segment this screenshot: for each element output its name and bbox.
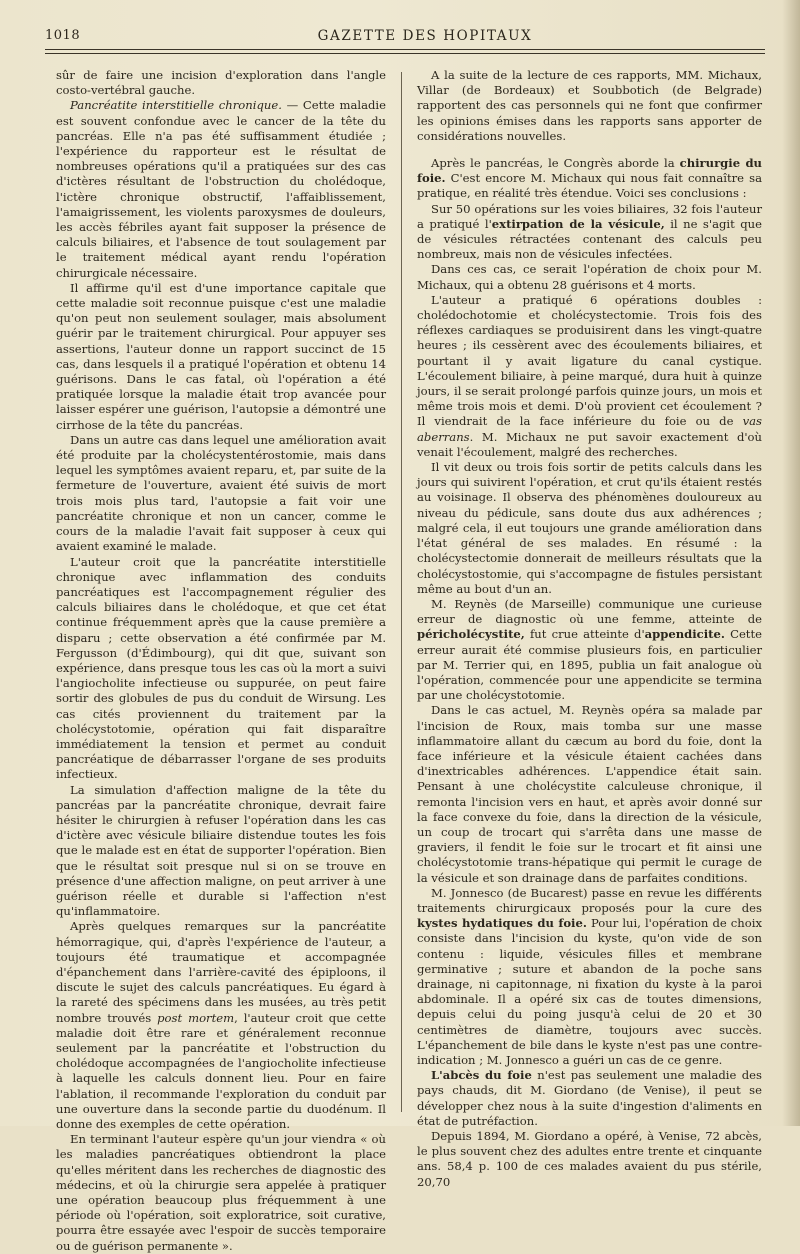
paragraph: Après quelques remarques sur la pancréatite hémorragique, qui, d'après l'expérience de l'auteur, a toujours été traumatique et accompagnée d'épanchement dans l'arrière-cavité des épiploons, il discute le sujet des calculs pancréatiques. Eu égard à la rareté des spécimens dans les musées, au très petit nombre trouvés post mortem, l'auteur croit que cette maladie doit être rare et généralement reconnue seulement par la pancréatite et l'obstruction du cholédoque accompagnées de l'angiocholite infectieuse à laquelle les calculs donnent lieu. Pour en faire l'ablation, il recommande l'exploration du conduit par une ouverture dans la seconde partie du duodénum. Il donne des exemples de cette opération.: [56, 919, 386, 1132]
paragraph: L'auteur a pratiqué 6 opérations doubles : cholédochotomie et cholécystectomie. Trois fois des réflexes cardiaques se produisirent dans les vingt-quatre heures ; ils cessèrent avec des écoulements biliaires, et pourtant il y avait ligature du canal cystique. L'écoulement biliaire, à peine marqué, dura huit à quinze jours, il se serait prolongé parfois quinze jours, un mois et même trois mois et demi. D'où provient cet écoulement ? Il viendrait de la face inférieure du foie ou de vas aberrans. M. Michaux ne put savoir exactement d'où venait l'écoulement, malgré des recherches.: [417, 292, 762, 459]
paragraph: A la suite de la lecture de ces rapports, MM. Michaux, Villar (de Bordeaux) et Soubbotich (de Belgrade) rapportent des cas personnels qui ne font que confirmer les opinions émises dans les rapports sans apporter de considérations nouvelles.: [417, 68, 762, 143]
bold-term: extirpation de la vésicule,: [491, 216, 665, 231]
paragraph: L'auteur croit que la pancréatite interstitielle chronique avec inflammation des conduits pancréatiques est l'accompagnement régulier des calculs biliaires dans le cholédoque, et que cet état continue fréquemment après que la cause première a disparu ; cette observation a été confirmée par M. Fergusson (d'Édimbourg), qui dit que, suivant son expérience, dans presque tous les cas où la mort a suivi l'angiocholite infectieuse ou suppurée, on peut faire sortir des globules de pus du conduit de Wirsung. Les cas cités proviennent du traitement par la cholécystotomie, opération qui fait disparaître immédiatement la tension et permet au conduit pancréatique de débarrasser l'organe de ses produits infectieux.: [56, 554, 386, 782]
paragraph: M. Jonnesco (de Bucarest) passe en revue les différents traitements chirurgicaux proposés pour la cure des kystes hydatiques du foie. Pour lui, l'opération de choix consiste dans l'incision du kyste, qu'on vide de son contenu : liquide, vésicules filles et membrane germinative ; suture et abandon de la poche sans drainage, ni capitonnage, ni fixation du kyste à la paroi abdominale. Il a opéré six cas de toutes dimensions, depuis celui du poing jusqu'à celui de 20 et 30 centimètres de diamètre, toujours avec succès. L'épanchement de bile dans le kyste n'est pas une contre-indication ; M. Jonnesco a guéri un cas de ce genre.: [417, 885, 762, 1067]
header-rule-thin: [45, 53, 765, 54]
left-column: [56, 68, 386, 1254]
italic-term: post mortem: [157, 1010, 235, 1025]
paragraph: Après le pancréas, le Congrès aborde la chirurgie du foie. C'est encore M. Michaux qui nous fait connaître sa pratique, en réalité très étendue. Voici ses conclusions :: [417, 156, 762, 201]
paragraph: Il affirme qu'il est d'une importance capitale que cette maladie soit reconnue puisque c'est une maladie qu'on peut non seulement soulager, mais absolument guérir par le traitement chirurgical. Pour appuyer ses assertions, l'auteur donne un rapport succinct de 15 cas, dans lesquels il a pratiqué l'opération et obtenu 14 guérisons. Dans le cas fatal, où l'opération a été pratiquée lorsque la maladie était trop avancée pour laisser espérer une guérison, l'autopsie a démontré une cirrhose de la tête du pancréas.: [56, 280, 386, 432]
page-number: 1018: [45, 28, 81, 43]
italic-term: vas aberrans: [417, 414, 762, 444]
page-edge-shadow: [782, 0, 800, 1126]
bold-term: kystes hydatiques du foie.: [417, 916, 587, 931]
paragraph: Dans un autre cas dans lequel une amélioration avait été produite par la cholécystentérostomie, mais dans lequel les symptômes avaient reparu, et, par suite de la fermeture de l'ouverture, avaient été suivis de mort trois mois plus tard, l'autopsie a fait voir une pancréatite chronique et non un cancer, comme le cours de la maladie l'avait fait supposer à ceux qui avaient examiné le malade.: [56, 432, 386, 554]
paragraph: Depuis 1894, M. Giordano a opéré, à Venise, 72 abcès, le plus souvent chez des adultes entre trente et cinquante ans. 58,4 p. 100 de ces malades avaient du pus stérile, 20,70: [417, 1129, 762, 1189]
column-divider: [401, 72, 402, 1112]
paragraph: L'abcès du foie n'est pas seulement une maladie des pays chauds, dit M. Giordano (de Venise), il peut se développer chez nous à la suite d'ingestion d'aliments en état de putréfaction.: [417, 1068, 762, 1128]
paragraph: Pancréatite interstitielle chronique. — Cette maladie est souvent confondue avec le cancer de la tête du pancréas. Elle n'a pas été suffisamment étudiée ; l'expérience du rapporteur est le résultat de nombreuses opérations qu'il a pratiquées sur des cas d'ictères résultant de l'obstruction du cholédoque, l'ictère chronique obstructif, l'affaiblissement, l'amaigrissement, les violents paroxysmes de douleurs, les accès fébriles ayant fait supposer la présence de calculs biliaires, et l'absence de tout soulagement par le traitement médical ayant rendu l'opération chirurgicale nécessaire.: [56, 98, 386, 280]
paragraph: Sur 50 opérations sur les voies biliaires, 32 fois l'auteur a pratiqué l'extirpation de la vésicule, il ne s'agit que de vésicules rétractées contenant des calculs peu nombreux, mais non de vésicules infectées.: [417, 201, 763, 262]
page-header: [0, 28, 800, 58]
paragraph: Il vit deux ou trois fois sortir de petits calculs dans les jours qui suivirent l'opération, et crut qu'ils étaient restés au voisinage. Il observa des phénomènes douloureux au niveau du pédicule, sans doute dus aux adhérences ; malgré cela, il eut toujours une grande amélioration dans l'état général de ses malades. En résumé : la cholécystectomie donnerait de meilleurs résultats que la cholécystostomie, qui s'accompagne de fistules persistant même au bout d'un an.: [417, 460, 762, 596]
paragraph: En terminant l'auteur espère qu'un jour viendra « où les maladies pancréatiques obtiendront la place qu'elles méritent dans les recherches de diagnostic des médecins, et où la chirurgie sera appelée à pratiquer une opération beaucoup plus fréquemment à une période où l'opération, soit exploratrice, soit curative, pourra être essayée avec l'espoir de succès temporaire ou de guérison permanente ».: [56, 1132, 386, 1253]
bold-term: péricholécystite,: [417, 627, 525, 642]
paragraph: La simulation d'affection maligne de la tête du pancréas par la pancréatite chronique, devrait faire hésiter le chirurgien à refuser l'opération dans les cas d'ictère avec vésicule biliaire distendue toutes les fois que le malade est en état de supporter l'opération. Bien que le résultat soit presque nul si on se trouve en présence d'une affection maligne, on peut arriver à une guérison réelle et durable si l'affection n'est qu'inflammatoire.: [56, 782, 386, 919]
paragraph: Dans le cas actuel, M. Reynès opéra sa malade par l'incision de Roux, mais tomba sur une masse inflammatoire allant du cæcum au bord du foie, dont la face inférieure et la vésicule étaient cachées dans d'inextricables adhérences. L'appendice était sain. Pensant à une cholécystite calculeuse chronique, il remonta l'incision vers en haut, et après avoir donné sur la face convexe du foie, dans la direction de la vésicule, un coup de trocart qui s'arrêta dans une masse de graviers, il fendit le foie sur le trocart et fit ainsi une cholécystotomie trans-hépatique qui permit le curage de la vésicule et son drainage dans de parfaites conditions.: [417, 703, 762, 885]
paragraph: Dans ces cas, ce serait l'opération de choix pour M. Michaux, qui a obtenu 28 guérisons et 4 morts.: [417, 262, 762, 292]
paragraph: M. Reynès (de Marseille) communique une curieuse erreur de diagnostic où une femme, atteinte de péricholécystite, fut crue atteinte d'appendicite. Cette erreur aurait été commise plusieurs fois, en particulier par M. Terrier qui, en 1895, publia un fait analogue où l'opération, commencée pour une appendicite se termina par une cholécystotomie.: [417, 596, 762, 703]
header-rule: [45, 49, 765, 50]
paragraph: sûr de faire une incision d'exploration dans l'angle costo-vertébral gauche.: [56, 68, 386, 98]
running-title: GAZETTE DES HOPITAUX: [317, 28, 533, 44]
bold-term: L'abcès du foie: [431, 1068, 532, 1083]
section-heading: Pancréatite interstitielle chronique.: [70, 98, 282, 113]
right-column: [417, 68, 762, 1190]
bold-term: chirurgie du foie.: [417, 156, 762, 186]
bold-term: appendicite.: [644, 627, 725, 642]
